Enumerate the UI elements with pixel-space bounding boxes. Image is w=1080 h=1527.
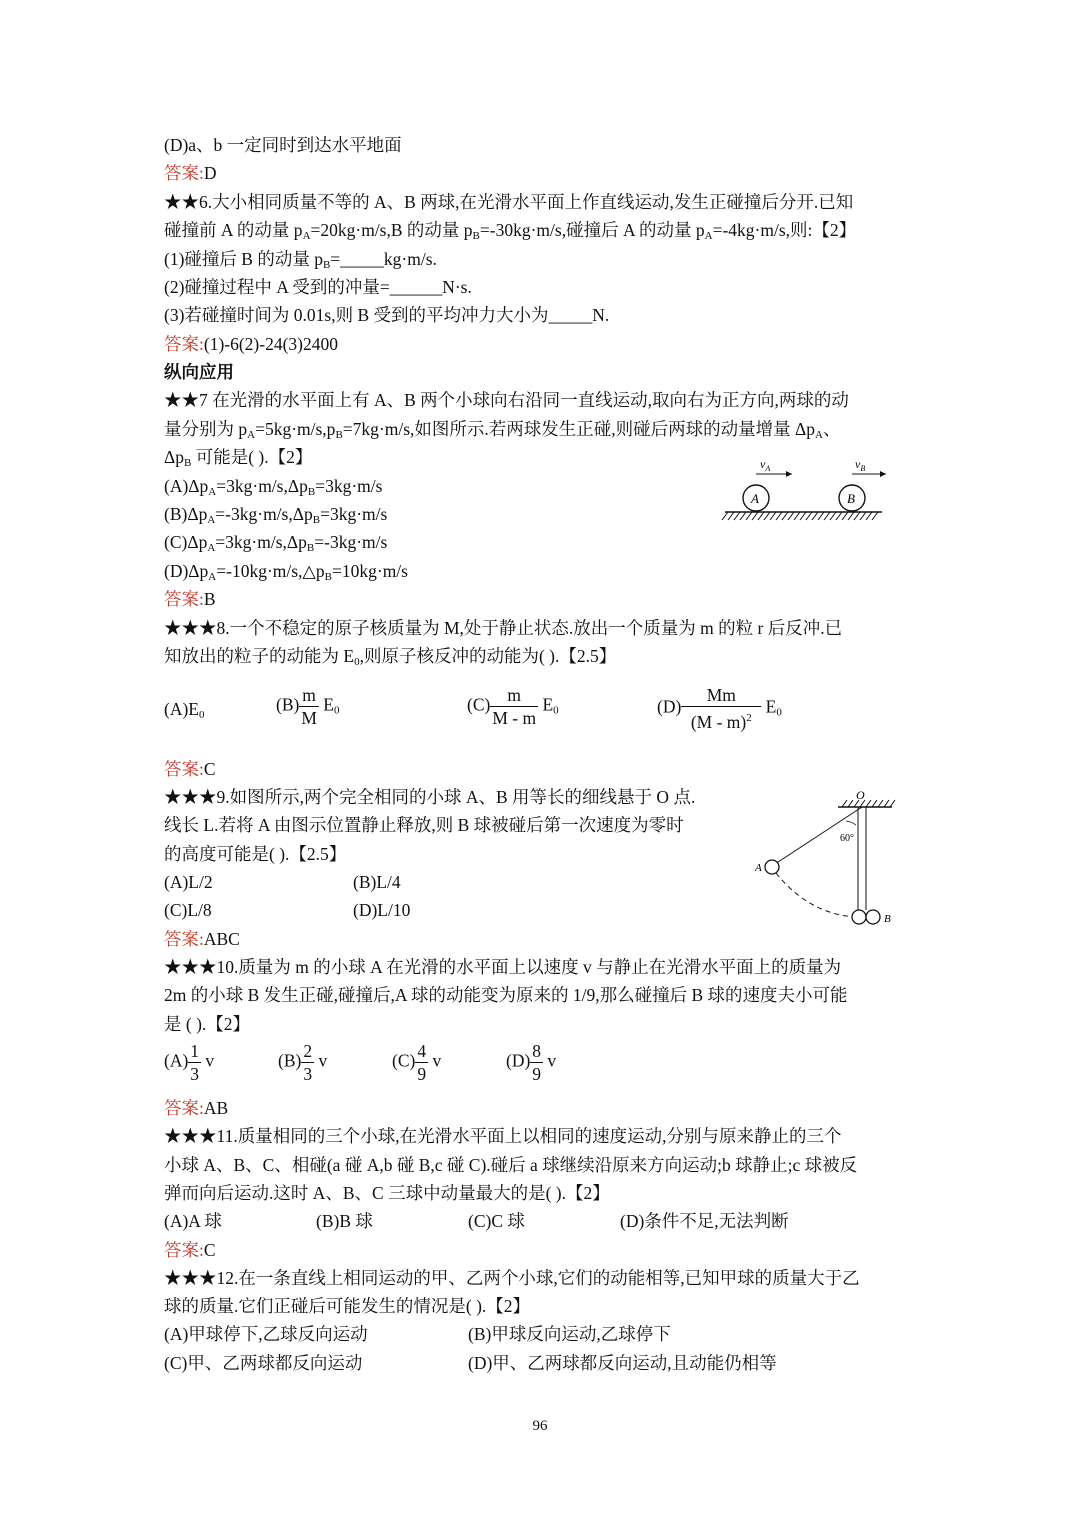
q10-stem-line1: ★★★10.质量为 m 的小球 A 在光滑的水平面上以速度 v 与静止在光滑水平面上的质量为 xyxy=(164,957,842,977)
ground-hatch xyxy=(782,512,788,520)
q6-part2: (2)碰撞过程中 A 受到的冲量=______N·s. xyxy=(164,277,472,297)
q11-stem-line1: ★★★11.质量相同的三个小球,在光滑水平面上以相同的速度运动,分别与原来静止的三个 xyxy=(164,1126,842,1146)
q11-option-b: (B)B 球 xyxy=(316,1211,373,1231)
ground-hatch xyxy=(734,512,740,520)
q10-stem-line2: 2m 的小球 B 发生正碰,碰撞后,A 球的动能变为原来的 1/9,那么碰撞后 B 球的速度夫小可能 xyxy=(164,985,848,1005)
swing-arc xyxy=(776,873,854,917)
svg-text:O: O xyxy=(856,788,865,802)
q7-answer: 答案:B xyxy=(164,589,216,609)
q9-stem-line1: ★★★9.如图所示,两个完全相同的小球 A、B 用等长的细线悬于 O 点. xyxy=(164,787,696,807)
ground-hatch xyxy=(758,512,764,520)
q12-option-c: (C)甲、乙两球都反向运动 xyxy=(164,1353,363,1373)
q9-option-c: (C)L/8 xyxy=(164,900,212,920)
q8-option-c: (C) $\frac{m}{M - m}$ $E_0$ xyxy=(467,685,559,728)
q6-stem-line1: ★★6.大小相同质量不等的 A、B 两球,在光滑水平面上作直线运动,发生正碰撞后分开.已知 xyxy=(164,192,854,212)
q10-answer: 答案:AB xyxy=(164,1098,229,1118)
q10-option-d: (D) $\frac{8}{9}$ v xyxy=(506,1041,557,1084)
q7-stem-line3: $\Delta p_B$ 可能是( ).【2】 xyxy=(164,447,313,469)
q6-part1: (1)碰撞后 B 的动量 $p_B=\_\_\_\_\_kg\cdot m/s$. xyxy=(164,249,437,271)
section-title: 纵向应用 xyxy=(164,362,234,382)
ceiling-hatch xyxy=(872,800,877,807)
q7-stem-line1: ★★7 在光滑的水平面上有 A、B 两个小球向右沿同一直线运动,取向右为正方向,两球的动 xyxy=(164,390,849,410)
q7-collision-figure xyxy=(720,452,890,527)
q10-option-a: (A) $\frac{1}{3}$ v xyxy=(164,1041,215,1084)
q7-option-c: $(C)\Delta p_A=3kg\cdot m/s,\Delta p_B=-3kg\cdot m/s$ xyxy=(164,532,388,554)
q9-answer: 答案:ABC xyxy=(164,929,240,949)
ball-B xyxy=(866,910,880,924)
ceiling-hatch xyxy=(866,800,871,807)
svg-text:60°: 60° xyxy=(840,833,854,844)
q8-stem-line1: ★★★8.一个不稳定的原子核质量为 M,处于静止状态.放出一个质量为 m 的粒 r 后反冲.已 xyxy=(164,618,843,638)
fig-vA-label: $v_A$ xyxy=(760,457,771,473)
q11-answer: 答案:C xyxy=(164,1240,216,1260)
ground-hatch xyxy=(806,512,812,520)
q11-stem-line3: 弹而向后运动.这时 A、B、C 三球中动量最大的是( ).【2】 xyxy=(164,1183,610,1203)
q6-stem-line2: 碰撞前 A 的动量 $p_A=20kg\cdot m/s,B$ 的动量 $p_B=-30kg\cdot m/s$,碰撞后 A 的动量 $p_A=-4kg\cdot m/s$,则:【2】 xyxy=(164,220,857,242)
ground-hatch xyxy=(776,512,782,520)
q10-stem-line3: 是 ( ).【2】 xyxy=(164,1014,251,1034)
q12-option-b: (B)甲球反向运动,乙球停下 xyxy=(468,1324,671,1344)
ground-hatch xyxy=(824,512,830,520)
q10-option-b: (B) $\frac{2}{3}$ v xyxy=(278,1041,328,1084)
q5-option-d: (D)a、b 一定同时到达水平地面 xyxy=(164,135,402,155)
ground-hatch xyxy=(812,512,818,520)
q11-option-c: (C)C 球 xyxy=(468,1211,525,1231)
ground-hatch xyxy=(854,512,860,520)
ceiling-hatch xyxy=(848,800,853,807)
ground-hatch xyxy=(746,512,752,520)
q12-option-a: (A)甲球停下,乙球反向运动 xyxy=(164,1324,368,1344)
q7-stem-line2: 量分别为 $p_A=5kg\cdot m/s,p_B=7kg\cdot m/s$,如图所示.若两球发生正碰,则碰后两球的动量增量 $\Delta p_A$、 xyxy=(164,419,841,441)
q7-option-b: $(B)\Delta p_A=-3kg\cdot m/s,\Delta p_B=3kg\cdot m/s$ xyxy=(164,504,388,526)
q10-option-c: (C) $\frac{4}{9}$ v xyxy=(392,1041,442,1084)
fig-vB-label: $v_B$ xyxy=(855,457,866,473)
ball-A xyxy=(765,860,779,874)
q7-option-a: $(A)\Delta p_A=3kg\cdot m/s,\Delta p_B=3kg\cdot m/s$ xyxy=(164,476,383,498)
ceiling-hatch xyxy=(890,800,895,807)
ground-hatch xyxy=(800,512,806,520)
q8-option-d: (D) $\frac{Mm}{(M - m)^2}$ $E_0$ xyxy=(657,685,782,732)
svg-text:B: B xyxy=(847,491,855,506)
q8-option-a: $(A)E_0$ xyxy=(164,699,205,721)
ground-hatch xyxy=(764,512,770,520)
ceiling-hatch xyxy=(878,800,883,807)
q8-answer: 答案:C xyxy=(164,759,216,779)
ground-hatch xyxy=(740,512,746,520)
ground-hatch xyxy=(770,512,776,520)
q8-stem-line2: 知放出的粒子的动能为 $E_0$,则原子核反冲的动能为( ).【2.5】 xyxy=(164,646,617,668)
ground-hatch xyxy=(722,512,728,520)
svg-text:A: A xyxy=(755,862,762,874)
q9-option-b: (B)L/4 xyxy=(353,872,401,892)
ground-hatch xyxy=(866,512,872,520)
q9-stem-line3: 的高度可能是( ).【2.5】 xyxy=(164,844,347,864)
q11-stem-line2: 小球 A、B、C、相碰(a 碰 A,b 碰 B,c 碰 C).碰后 a 球继续沿原来方向运动;b 球静止;c 球被反 xyxy=(164,1155,858,1175)
ground-hatch xyxy=(842,512,848,520)
page-number: 96 xyxy=(532,1418,548,1434)
ground-hatch xyxy=(788,512,794,520)
q11-option-d: (D)条件不足,无法判断 xyxy=(620,1211,789,1231)
ground-hatch xyxy=(836,512,842,520)
ground-hatch xyxy=(872,512,878,520)
ground-hatch xyxy=(752,512,758,520)
ground-hatch xyxy=(860,512,866,520)
q12-stem-line1: ★★★12.在一条直线上相同运动的甲、乙两个小球,它们的动能相等,已知甲球的质量大于乙 xyxy=(164,1268,860,1288)
q12-stem-line2: 球的质量.它们正碰后可能发生的情况是( ).【2】 xyxy=(164,1296,531,1316)
ceiling-hatch xyxy=(842,800,847,807)
q9-stem-line2: 线长 L.若将 A 由图示位置静止释放,则 B 球被碰后第一次速度为零时 xyxy=(164,815,684,835)
q6-part3: (3)若碰撞时间为 0.01s,则 B 受到的平均冲力大小为_____N. xyxy=(164,305,610,325)
q12-option-d: (D)甲、乙两球都反向运动,且动能仍相等 xyxy=(468,1353,777,1373)
svg-text:B: B xyxy=(884,913,891,925)
svg-text:A: A xyxy=(751,491,759,506)
q11-option-a: (A)A 球 xyxy=(164,1211,222,1231)
q9-option-d: (D)L/10 xyxy=(353,900,411,920)
q9-option-a: (A)L/2 xyxy=(164,872,213,892)
ball-left xyxy=(852,910,866,924)
ground-hatch xyxy=(728,512,734,520)
q7-option-d: $(D)\Delta p_A=-10kg\cdot m/s,\triangle p_B=10kg\cdot m/s$ xyxy=(164,561,408,583)
ground-hatch xyxy=(848,512,854,520)
ground-hatch xyxy=(830,512,836,520)
ground-hatch xyxy=(818,512,824,520)
ground-hatch xyxy=(794,512,800,520)
q5-answer: 答案:D xyxy=(164,163,217,183)
ceiling-hatch xyxy=(884,800,889,807)
q6-answer: 答案:(1)-6(2)-24(3)2400 xyxy=(164,334,338,354)
q9-pendulum-figure xyxy=(748,785,898,935)
q8-option-b: (B) $\frac{m}{M}$ $E_0$ xyxy=(276,685,340,728)
